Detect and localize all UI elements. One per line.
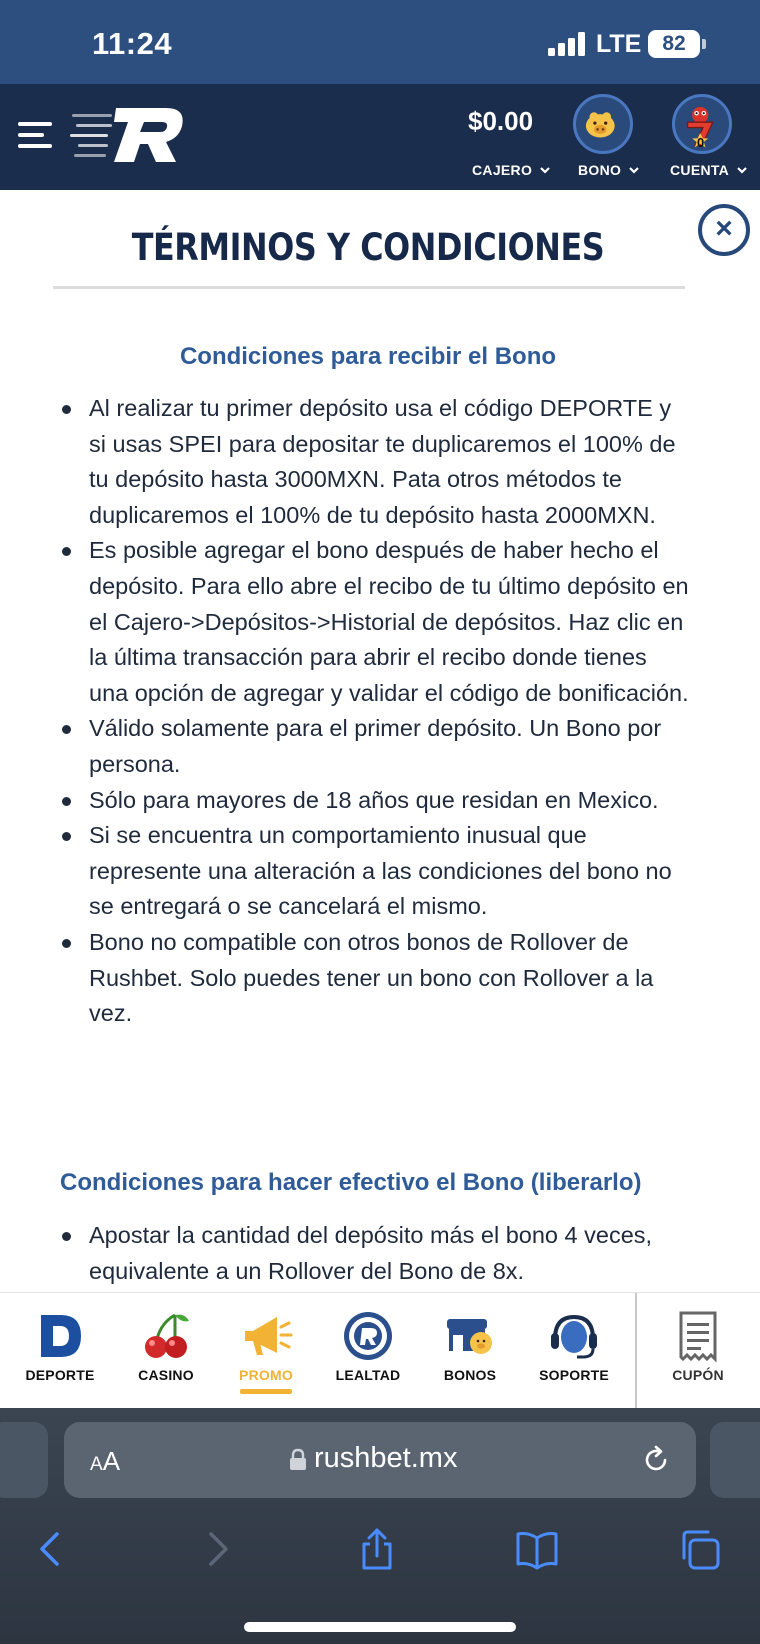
receipt-icon [671,1309,725,1363]
close-button[interactable] [698,204,750,256]
section-title-release-bonus: Condiciones para hacer efectivo el Bono (liberarlo) [60,1169,642,1196]
terms-modal [0,190,760,1292]
close-icon: × [715,212,733,245]
list-item: Apostar la cantidad del depósito más el bono 4 veces, equivalente a un Rollover del Bono de 8x. [89,1218,689,1289]
cherries-icon [139,1309,193,1363]
loyalty-badge-icon [341,1309,395,1363]
home-indicator[interactable] [244,1622,516,1632]
rushbet-logo[interactable] [70,100,190,170]
nav-label-cupon: CUPÓN [672,1367,724,1383]
nav-item-promo[interactable] [216,1293,316,1409]
nav-label-promo: PROMO [239,1367,293,1383]
account-slot-avatar[interactable] [672,94,732,154]
status-bar [0,0,760,84]
bookmarks-icon[interactable] [516,1528,558,1570]
megaphone-icon [239,1309,293,1363]
nav-label-casino: CASINO [138,1367,194,1383]
network-label: LTE [596,30,642,58]
balance-amount[interactable]: $0.00 [468,106,534,136]
nav-label-bonos: BONOS [443,1367,497,1383]
account-dropdown[interactable] [670,162,748,178]
nav-item-cupon[interactable] [648,1293,748,1409]
list-item: Al realizar tu primer depósito usa el código DEPORTE y si usas SPEI para depositar te duplicaremos el 100% de tu depósito hasta 3000MXN. Pata otros métodos te duplicaremos el 100% de tu depósito hasta 2000MXN. [89,391,689,533]
battery-icon: 82 [648,30,700,58]
nav-item-soporte[interactable] [524,1293,624,1409]
browser-chrome [0,1408,760,1644]
nav-item-lealtad[interactable] [318,1293,418,1409]
forward-icon[interactable] [196,1528,238,1570]
hamburger-menu-icon[interactable] [18,120,54,150]
headset-icon [547,1309,601,1363]
nav-item-bonos[interactable] [420,1293,520,1409]
list-item: Bono no compatible con otros bonos de Rollover de Rushbet. Solo puedes tener un bono con Rollover a la vez. [89,925,689,1032]
chevron-down-icon [539,165,551,175]
tabs-icon[interactable] [678,1528,720,1570]
reload-icon[interactable] [640,1444,672,1476]
url-text[interactable]: rushbet.mx [314,1442,458,1474]
list-item: Sólo para mayores de 18 años que residan en Mexico. [89,783,689,819]
url-bar[interactable] [64,1422,696,1498]
list-item: Es posible agregar el bono después de haber hecho el depósito. Para ello abre el recibo de tu último depósito en el Cajero->Depósitos->Historial de depósitos. Haz clic en la última transacción para abrir el recibo donde tienes una opción de agregar y validar el código de bonificación. [89,533,689,711]
bonus-store-icon [443,1309,497,1363]
list-item: Si se encuentra un comportamiento inusual que represente una alteración a las condiciones del bono no se entregará o se cancelará el mismo. [89,818,689,925]
cashier-dropdown[interactable] [472,162,551,178]
account-label: CUENTA [670,162,729,178]
active-indicator [240,1389,292,1394]
title-divider [53,286,685,289]
receive-bonus-terms-list [89,391,689,1032]
bottom-nav [0,1292,760,1408]
next-tab-preview[interactable] [710,1422,760,1498]
back-icon[interactable] [30,1528,72,1570]
lock-icon [290,1448,306,1470]
status-time: 11:24 [92,26,173,61]
reader-options-button[interactable]: AA [90,1446,121,1476]
nav-label-deporte: DEPORTE [25,1367,95,1383]
modal-title: TÉRMINOS Y CONDICIONES [131,226,605,269]
bonus-dropdown[interactable] [578,162,640,178]
bonus-label: BONO [578,162,622,178]
cashier-label: CAJERO [472,162,533,178]
nav-divider [635,1293,637,1409]
previous-tab-preview[interactable] [0,1422,48,1498]
nav-label-soporte: SOPORTE [539,1367,609,1383]
bonus-piggy-avatar[interactable] [573,94,633,154]
app-header [0,84,760,190]
chevron-down-icon [736,165,748,175]
signal-icon [548,32,588,56]
piggy-bank-icon [576,97,630,151]
battery-tip [702,39,706,49]
sports-d-icon [33,1309,87,1363]
nav-label-lealtad: LEALTAD [335,1367,401,1383]
release-bonus-terms-list [89,1218,689,1289]
list-item: Válido solamente para el primer depósito. Un Bono por persona. [89,711,689,782]
nav-item-casino[interactable] [116,1293,216,1409]
share-icon[interactable] [356,1528,398,1570]
account-badge: 0 [697,135,705,150]
chevron-down-icon [628,165,640,175]
section-title-receive-bonus: Condiciones para recibir el Bono [179,343,557,370]
nav-item-deporte[interactable] [10,1293,110,1409]
